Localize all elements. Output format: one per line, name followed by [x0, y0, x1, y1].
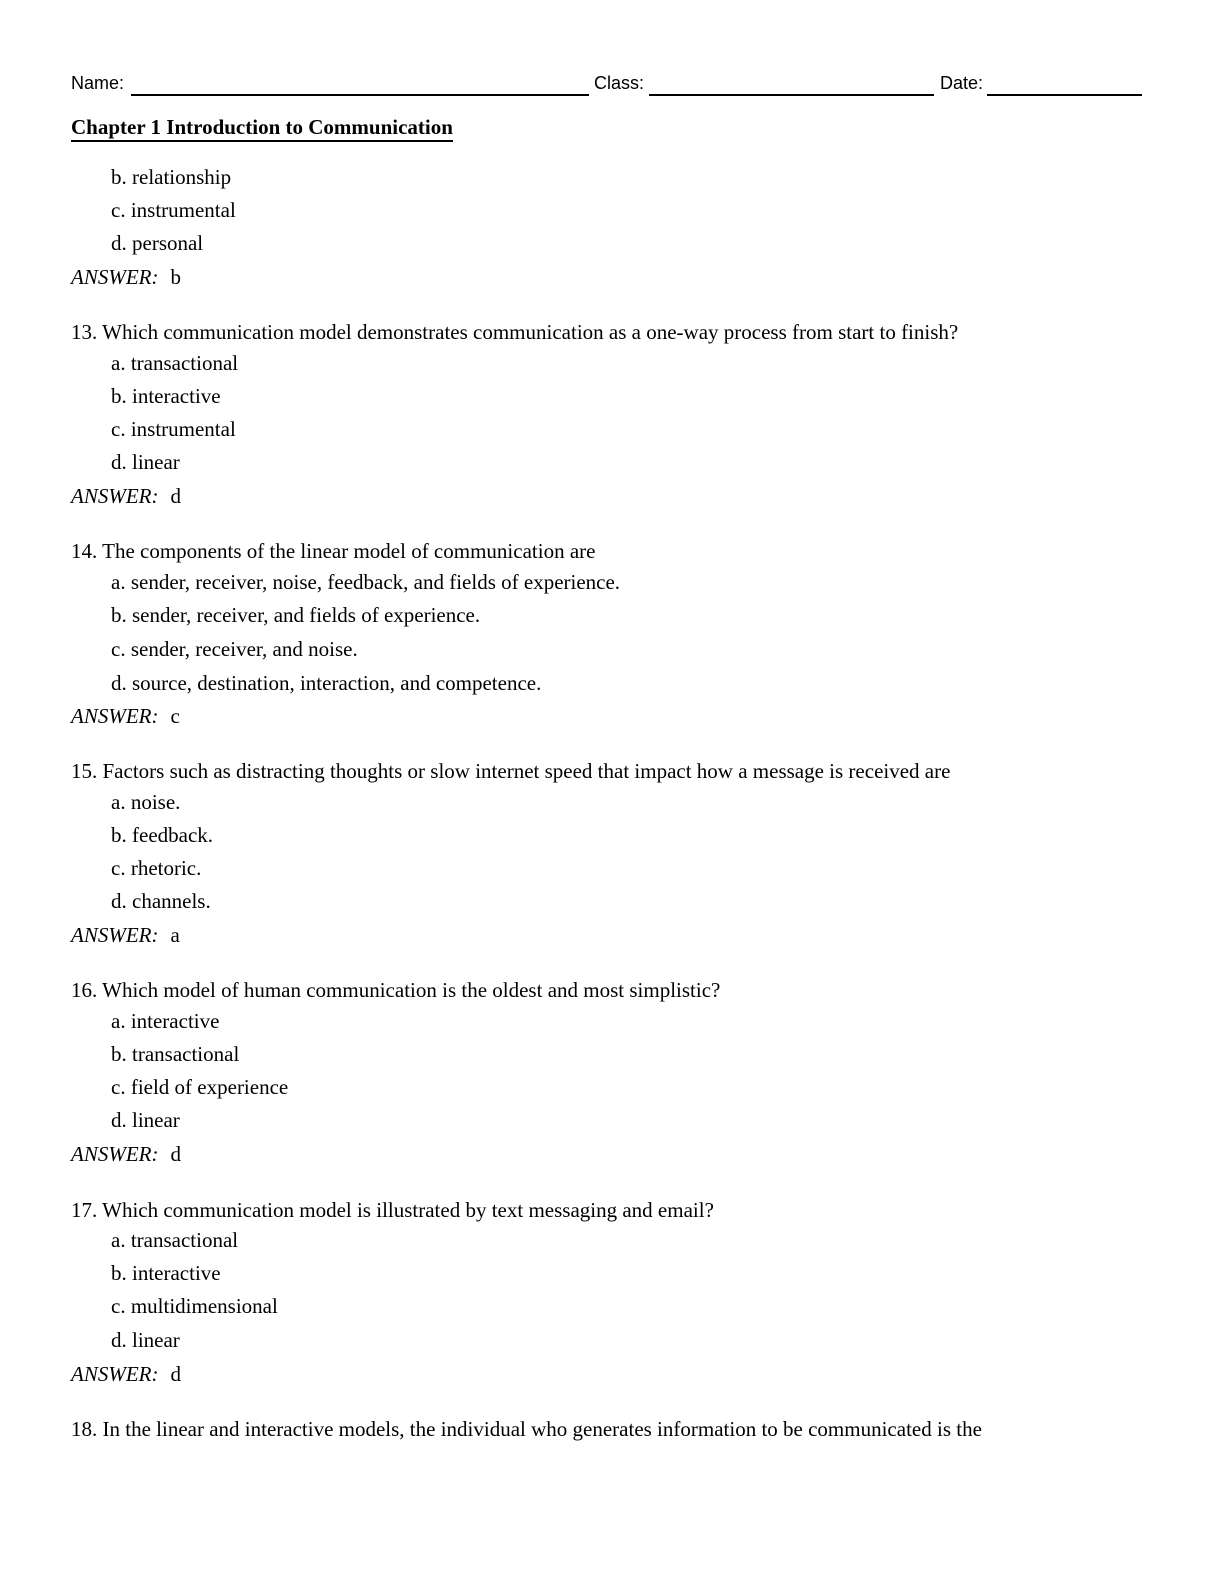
answer-value: c	[170, 704, 180, 728]
name-blank-line	[131, 94, 589, 96]
worksheet-header	[71, 72, 1142, 98]
option-text: a. transactional	[111, 351, 239, 375]
answer-label: ANSWER:	[71, 1362, 159, 1386]
option-text: b. interactive	[111, 1261, 221, 1285]
option-text: c. sender, receiver, and noise.	[111, 637, 358, 661]
answer-label: ANSWER:	[71, 484, 159, 508]
answer-line	[71, 703, 180, 729]
answer-label: ANSWER:	[71, 265, 159, 289]
answer-line	[71, 264, 181, 290]
option-text: c. instrumental	[111, 198, 236, 222]
option-text: b. interactive	[111, 384, 221, 408]
answer-line	[71, 922, 180, 948]
question-text: 15. Factors such as distracting thoughts or slow internet speed that impact how a message is received are	[71, 759, 951, 783]
answer-label: ANSWER:	[71, 1142, 159, 1166]
question-text: 13. Which communication model demonstrates communication as a one-way process from start to finish?	[71, 320, 959, 344]
answer-value: d	[170, 484, 181, 508]
class-label: Class:	[594, 73, 645, 93]
answer-line	[71, 1361, 181, 1387]
option-text: d. channels.	[111, 889, 211, 913]
option-text: b. transactional	[111, 1042, 240, 1066]
question-text: 17. Which communication model is illustrated by text messaging and email?	[71, 1198, 714, 1222]
option-text: b. sender, receiver, and fields of experience.	[111, 603, 481, 627]
answer-line	[71, 1141, 181, 1167]
option-text: c. multidimensional	[111, 1294, 278, 1318]
answer-value: d	[170, 1142, 181, 1166]
answer-value: a	[170, 923, 180, 947]
chapter-title: Chapter 1 Introduction to Communication	[71, 114, 453, 142]
option-text: d. linear	[111, 1328, 180, 1352]
question-text: 14. The components of the linear model of communication are	[71, 539, 596, 563]
date-label: Date:	[940, 73, 984, 93]
class-blank-line	[649, 94, 934, 96]
option-text: d. source, destination, interaction, and competence.	[111, 671, 542, 695]
name-label: Name:	[71, 73, 125, 93]
answer-value: d	[170, 1362, 181, 1386]
answer-label: ANSWER:	[71, 923, 159, 947]
answer-line	[71, 483, 181, 509]
question-text: 18. In the linear and interactive models, the individual who generates information to be communicated is the	[71, 1417, 982, 1441]
option-text: a. transactional	[111, 1228, 239, 1252]
option-text: a. sender, receiver, noise, feedback, and fields of experience.	[111, 570, 621, 594]
option-text: c. field of experience	[111, 1075, 289, 1099]
question-text: 16. Which model of human communication is the oldest and most simplistic?	[71, 978, 721, 1002]
answer-label: ANSWER:	[71, 704, 159, 728]
answer-value: b	[170, 265, 181, 289]
option-text: b. relationship	[111, 165, 232, 189]
date-blank-line	[987, 94, 1142, 96]
option-text: d. linear	[111, 450, 180, 474]
option-text: d. personal	[111, 231, 204, 255]
option-text: b. feedback.	[111, 823, 214, 847]
option-text: a. interactive	[111, 1009, 220, 1033]
option-text: a. noise.	[111, 790, 181, 814]
option-text: c. rhetoric.	[111, 856, 202, 880]
option-text: c. instrumental	[111, 417, 236, 441]
option-text: d. linear	[111, 1108, 180, 1132]
